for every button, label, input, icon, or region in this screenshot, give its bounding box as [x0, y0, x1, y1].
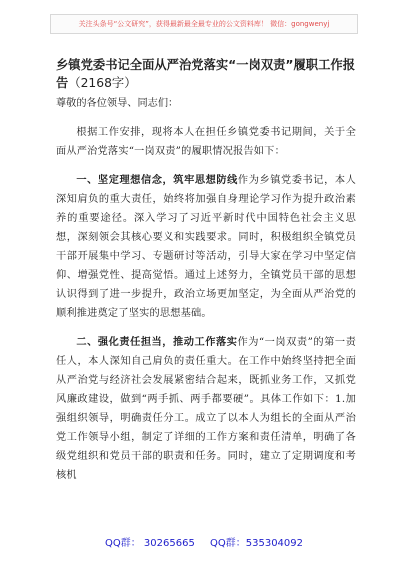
document-title-text: 乡镇党委书记全面从严治党落实“一岗双责”履职工作报告 [56, 58, 355, 90]
section-1-paragraph [56, 171, 356, 323]
promo-banner [50, 14, 358, 34]
word-count: （2168字） [68, 76, 137, 90]
footer-qq-group-2: QQ群：535304092 [210, 538, 304, 549]
section-2-paragraph [56, 333, 356, 485]
document-body [56, 56, 356, 485]
footer-qq-group-1: QQ群： 30265665 [104, 538, 195, 549]
document-title [56, 56, 356, 92]
page-footer [0, 534, 408, 549]
section-2-heading: 二、强化责任担当，推动工作落实 [76, 337, 238, 348]
greeting: 尊敬的各位领导、同志们： [56, 98, 179, 109]
section-1-heading: 一、坚定理想信念，筑牢思想防线 [76, 175, 238, 186]
promo-banner-text: 关注头条号“公文研究”，获得最新最全最专业的公文资料库！ 微信：gongwenyj [78, 20, 330, 28]
intro-paragraph: 根据工作安排，现将本人在担任乡镇党委书记期间，关于全面从严治党落实“一岗双责”的履职情况报告如下： [56, 127, 356, 157]
section-2-text: 作为“一岗双责”的第一责任人，本人深知自己肩负的责任重大。在工作中始终坚持把全面从严治党与经济社会发展紧密结合起来，既抓业务工作，又抓党风廉政建设，做到“两手抓、两手都要硬”。具体工作如下：1.加强组织领导，明确责任分工。成立了以本人为组长的全面从严治党工作领导小组，制定了详细的工作方案和责任清单，明确了各级党组织和党员干部的职责和任务。同时，建立了定期调度和考核机 [56, 337, 356, 481]
section-1-text: 作为乡镇党委书记，本人深知肩负的重大责任，始终将加强自身理论学习作为提升政治素养的重要途径。深入学习了习近平新时代中国特色社会主义思想，深刻领会其核心要义和实践要求。同时，积极组织全镇党员干部开展集中学习、专题研讨等活动，引导大家在学习中坚定信仰、增强党性、提高觉悟。通过上述努力，全镇党员干部的思想认识得到了进一步提升，政治立场更加坚定，为全面从严治党的顺利推进奠定了坚实的思想基础。 [56, 175, 356, 319]
